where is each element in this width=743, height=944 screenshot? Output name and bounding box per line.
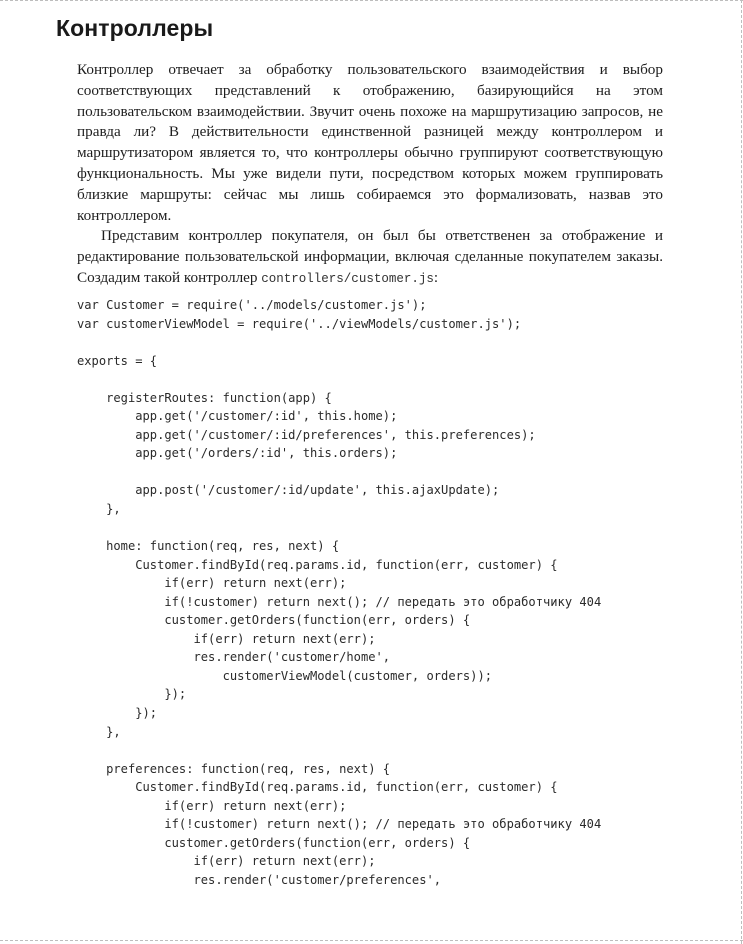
code-line — [77, 463, 601, 482]
page-edge-right — [741, 0, 742, 944]
code-block — [77, 296, 601, 890]
code-line: if(err) return next(err); — [77, 854, 376, 869]
code-line: if(err) return next(err); — [77, 576, 347, 591]
page-edge-bottom — [0, 940, 743, 941]
code-line: if(!customer) return next(); // передать это обработчику 404 — [77, 594, 602, 609]
section-heading: Контроллеры — [56, 15, 214, 41]
paragraph-1: Контроллер отвечает за обработку пользовательского взаимодействия и выбор соответствующих представлений к отображению, базирующийся на этом пользовательском взаимодействии. Звучит очень похоже на маршрутизацию запросов, не правда ли? В действительности единственной разницей между контроллером и маршрутизатором является то, что контроллеры обычно группируют соответствующую функциональность. Мы уже видели пути, посредством которых можем группировать близкие маршруты: сейчас мы лишь собираемся это формализовать, назвав это контроллером. — [77, 61, 663, 224]
code-line: if(err) return next(err); — [77, 631, 376, 646]
code-line: }, — [77, 724, 121, 739]
code-line: if(err) return next(err); — [77, 798, 347, 813]
code-line: }); — [77, 706, 158, 721]
code-line: app.get('/orders/:id', this.orders); — [77, 446, 398, 461]
code-line: home: function(req, res, next) { — [77, 539, 340, 554]
code-line: res.render('customer/preferences', — [77, 872, 442, 887]
inline-filename: controllers/customer.js — [261, 271, 434, 286]
code-line — [77, 741, 601, 760]
code-line: if(!customer) return next(); // передать это обработчику 404 — [77, 817, 602, 832]
code-line — [77, 370, 601, 389]
code-line: registerRoutes: function(app) { — [77, 390, 332, 405]
code-line: var Customer = require('../models/customer.js'); — [77, 298, 427, 312]
code-line: res.render('customer/home', — [77, 650, 391, 665]
code-line: }); — [77, 687, 187, 702]
code-line: app.post('/customer/:id/update', this.ajaxUpdate); — [77, 483, 500, 498]
paragraph-2 — [77, 226, 663, 289]
paragraph-2-end: : — [433, 268, 439, 286]
code-line: app.get('/customer/:id/preferences', this.preferences); — [77, 427, 536, 442]
code-line: Customer.findById(req.params.id, function(err, customer) { — [77, 780, 558, 795]
code-line: customer.getOrders(function(err, orders) { — [77, 613, 471, 628]
code-line: var customerViewModel = require('../viewModels/customer.js'); — [77, 316, 522, 331]
page-edge-top — [0, 0, 743, 1]
code-line: exports = { — [77, 353, 158, 368]
code-line: Customer.findById(req.params.id, function(err, customer) { — [77, 557, 558, 572]
code-line — [77, 333, 601, 352]
code-line — [77, 519, 601, 538]
body-text — [77, 60, 663, 290]
code-line: app.get('/customer/:id', this.home); — [77, 409, 398, 424]
code-line: customer.getOrders(function(err, orders) { — [77, 835, 471, 850]
code-line: customerViewModel(customer, orders)); — [77, 668, 493, 683]
paragraph-2-text: Представим контроллер покупателя, он был бы ответственен за отображение и редактирование пользовательской информации, включая сделанные покупателем заказы. Создадим такой контроллер — [77, 227, 663, 286]
code-line: }, — [77, 502, 121, 517]
code-line: preferences: function(req, res, next) { — [77, 761, 391, 776]
